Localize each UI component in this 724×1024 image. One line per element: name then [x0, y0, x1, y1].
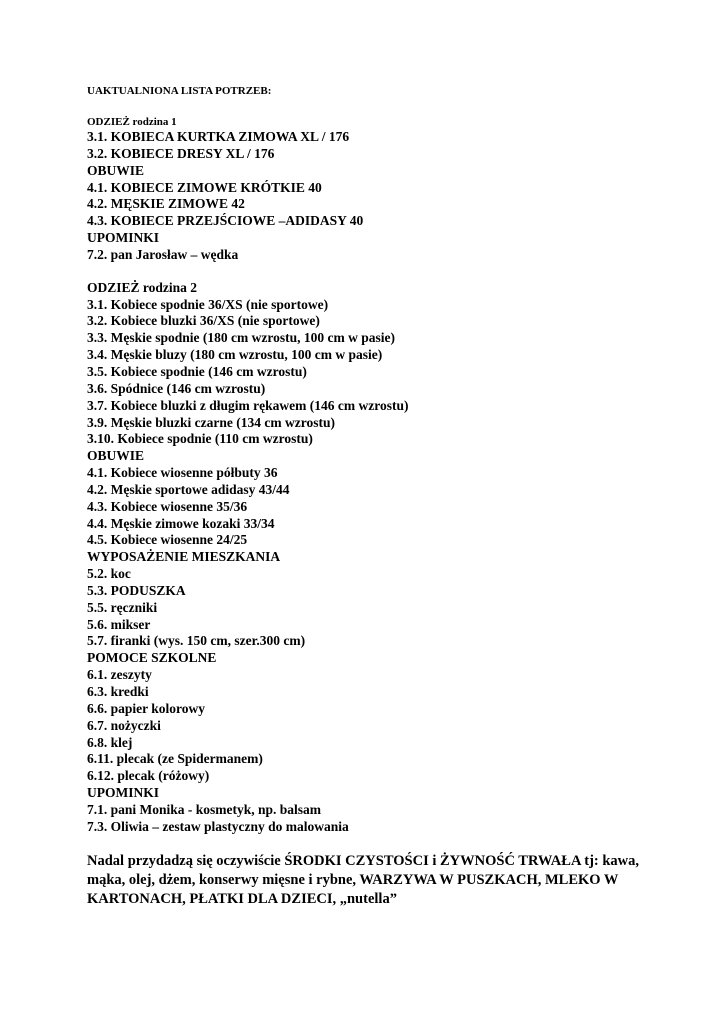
spacer — [87, 836, 707, 852]
list-item: 5.3. PODUSZKA — [87, 582, 186, 598]
list-item: 3.2. KOBIECE DRESY XL / 176 — [87, 145, 275, 161]
list-item: 7.2. pan Jarosław – wędka — [87, 246, 239, 262]
list-item: 5.7. firanki (wys. 150 cm, szer.300 cm) — [87, 633, 306, 649]
section-heading: OBUWIE — [87, 448, 145, 464]
document-page — [87, 85, 707, 909]
family2-heading: ODZIEŻ rodzina 2 — [87, 279, 198, 295]
list-item: 3.3. Męskie spodnie (180 cm wzrostu, 100 cm w pasie) — [87, 330, 395, 346]
section-heading: POMOCE SZKOLNE — [87, 650, 217, 666]
list-item: 3.1. KOBIECA KURTKA ZIMOWA XL / 176 — [87, 129, 350, 144]
list-item: 5.5. ręczniki — [87, 599, 158, 615]
list-item: 3.2. Kobiece bluzki 36/XS (nie sportowe) — [87, 313, 320, 329]
list-item: 4.2. Męskie sportowe adidasy 43/44 — [87, 481, 290, 497]
list-item: 4.3. KOBIECE PRZEJŚCIOWE –ADIDASY 40 — [87, 213, 364, 229]
list-item: 7.1. pani Monika - kosmetyk, np. balsam — [87, 801, 322, 817]
list-item: 4.1. Kobiece wiosenne półbuty 36 — [87, 465, 278, 481]
list-item: 3.5. Kobiece spodnie (146 cm wzrostu) — [87, 363, 307, 379]
list-item: 6.11. plecak (ze Spidermanem) — [87, 751, 263, 767]
list-item: 4.1. KOBIECE ZIMOWE KRÓTKIE 40 — [87, 179, 322, 195]
list-item: 5.6. mikser — [87, 616, 151, 632]
family1-heading: ODZIEŻ rodzina 1 — [87, 116, 177, 128]
list-item: 4.5. Kobiece wiosenne 24/25 — [87, 532, 248, 548]
list-item: 5.2. koc — [87, 566, 131, 582]
spacer — [87, 264, 707, 280]
list-item: 3.10. Kobiece spodnie (110 cm wzrostu) — [87, 431, 313, 447]
list-item: 6.12. plecak (różowy) — [87, 768, 210, 784]
family1-list — [87, 129, 707, 264]
list-item: 4.4. Męskie zimowe kozaki 33/34 — [87, 515, 275, 531]
document-title: UAKTUALNIONA LISTA POTRZEB: — [87, 85, 272, 97]
section-heading: UPOMINKI — [87, 230, 159, 246]
list-item: 4.3. Kobiece wiosenne 35/36 — [87, 498, 248, 514]
list-item: 3.6. Spódnice (146 cm wzrostu) — [87, 380, 266, 396]
list-item: 6.7. nożyczki — [87, 717, 161, 733]
list-item: 6.8. klej — [87, 734, 133, 750]
family2-list — [87, 297, 707, 836]
section-heading: OBUWIE — [87, 162, 145, 178]
list-item: 6.3. kredki — [87, 684, 149, 699]
list-item: 3.7. Kobiece bluzki z długim rękawem (146 cm wzrostu) — [87, 397, 409, 413]
list-item: 7.3. Oliwia – zestaw plastyczny do malowania — [87, 818, 349, 834]
section-heading: WYPOSAŻENIE MIESZKANIA — [87, 549, 281, 565]
list-item: 3.9. Męskie bluzki czarne (134 cm wzrostu) — [87, 414, 335, 430]
list-item: 3.4. Męskie bluzy (180 cm wzrostu, 100 cm w pasie) — [87, 347, 383, 363]
section-heading: UPOMINKI — [87, 785, 159, 801]
closing-paragraph: Nadal przydadzą się oczywiście ŚRODKI CZYSTOŚCI i ŻYWNOŚĆ TRWAŁA tj: kawa, mąka, olej, dżem, konserwy mięsne i rybne, WARZYWA W PUSZKACH, MLEKO W KARTONACH, PŁATKI DLA DZIECI, „nutella” — [87, 852, 640, 907]
list-item: 3.1. Kobiece spodnie 36/XS (nie sportowe) — [87, 296, 329, 312]
spacer — [87, 98, 707, 116]
list-item: 6.1. zeszyty — [87, 667, 152, 683]
list-item: 4.2. MĘSKIE ZIMOWE 42 — [87, 196, 245, 212]
list-item: 6.6. papier kolorowy — [87, 700, 206, 716]
